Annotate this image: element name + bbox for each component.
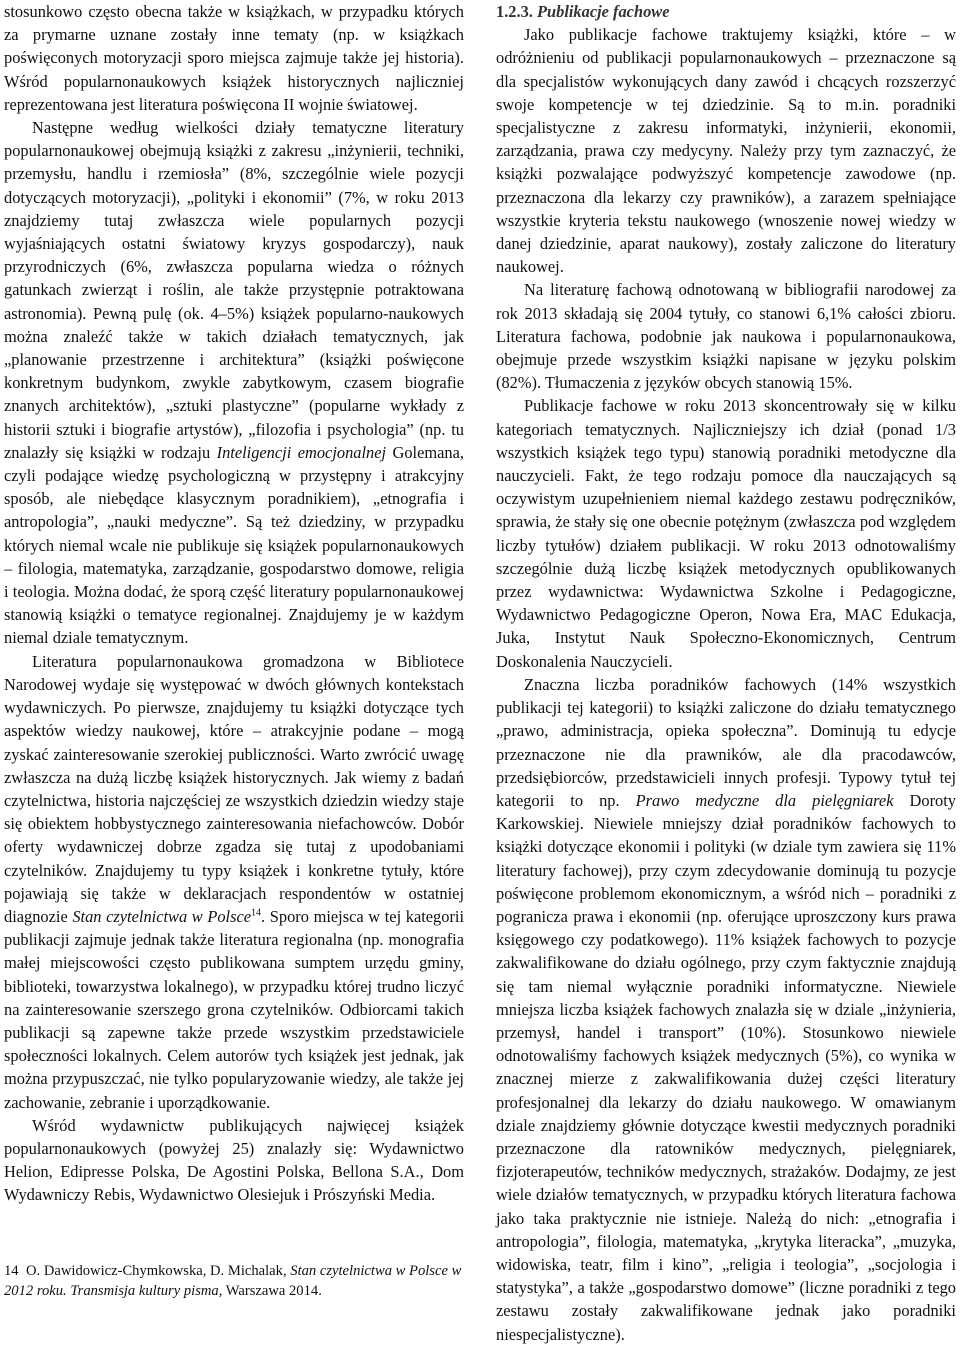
right-column [496,0,956,1346]
text-run: Wśród wydawnictw publikujących najwięcej książek popularnonaukowych (powyżej 25) znalazły się: Wydawnictwo Helion, Edipresse Polska, De Agostini Polska, Bellona S.A., Dom Wydawniczy Rebis, Wydawnictwo Olesiejuk i Prószyński Media. [4,1115,464,1205]
text-run: Następne według wielkości działy tematyczne literatury popularnonaukowej obejmują książki z zakresu „inżynierii, techniki, przemysłu, handlu i rzemiosła” (8%, szczególnie wiele pozycji dotyczących motoryzacji), „polityki i ekonomii” (7%, w roku 2013 znajdziemy tutaj zwłaszcza wiele popularnych pozycji wyjaśniających ostatni światowy kryzys gospodarczy), nauk przyrodniczych (6%, zwłaszcza popularna wiedza o różnych gatunkach zwierząt i roślin, ale także przystępnie potraktowana astronomia). Pewną pulę (ok. 4–5%) książek popularno-naukowych można znaleźć także w takich działach tematycznych, jak „planowanie przestrzenne i architektura” (książki poświęcone konkretnym budynkom, zwykle zabytkowym, czasem biografie znanych architektów), „sztuki plastyczne” (popularne wykłady z historii sztuki i biografie artystów), „filozofia i psychologia” (np. tu znalazły się książki w rodzaju [4,118,464,462]
italic-title: Inteligencji emocjonalnej [216,442,387,462]
text-run: Literatura popularnonaukowa gromadzona w Bibliotece Narodowej wydaje się występować w dwóch głównych kontekstach wydawniczych. Po pierwsze, znajdujemy tu książki dotyczące tych aspektów wiedzy naukowej, które – atrakcyjnie podane – mogą zyskać zainteresowanie szerokiej publiczności. Warto zwrócić uwagę zwłaszcza na dużą liczbę książek historycznych. Jak wiemy z badań czytelnictwa, historia najczęściej ze wszystkich dziedzin wiedzy staje się obiektem hobbystycznego zainteresowania niefachowców. Dobór oferty wydawniczej dobrze zgadza się tutaj z upodobaniami czytelników. Znajdujemy tu typy książek i konkretne tytuły, które pojawiają się także w deklaracjach respondentów w ostatniej diagnozie [4,651,464,926]
text-run: , Warszawa 2014. [218,1282,322,1299]
paragraph [496,23,956,278]
section-number: 1.2.3. [496,2,533,21]
text-run: Znaczna liczba poradników fachowych (14% wszystkich publikacji tej kategorii) to książki zaliczone do działu tematycznego „prawo, administracja, opieka społeczna”. Dominują tu edycje przeznaczone nie dla prawników, ale dla pracodawców, przedsiębiorców, przedstawicieli innych profesji. Typowy tytuł tej kategorii to np. [496,674,956,810]
paragraph [496,278,956,394]
left-column [4,0,464,1207]
text-run: Golemana, czyli podające wiedzę psychologiczną w przystępny i atrakcyjny sposób, ale niebędące klasycznym poradnikiem), „etnografia i antropologia”, „nauki medyczne”. Są też dziedziny, w przypadku których niemal wcale nie publikuje się książek popularnonaukowych – filologia, matematyka, zarządzanie, gospodarstwo domowe, religia i teologia. Można dodać, że sporą część literatury popularnonaukowej stanowią książki o tematyce regionalnej. Znajdujemy je w każdym niemal dziale tematycznym. [4,442,464,648]
text-run: Jako publikacje fachowe traktujemy książki, które – w odróżnieniu od publikacji popularnonaukowych – przeznaczone są dla specjalistów wykonujących dany zawód i chcących rozszerzyć swoje kompetencje w tej dziedzinie. Są to m.in. poradniki specjalistyczne z zakresu informatyki, inżynierii, ekonomii, zarządzania, prawa czy medycyny. Należy przy tym zaznaczyć, że książki pozwalające podwyższyć kompetencje zawodowe (np. przeznaczona dla lekarzy czy prawników), a zarazem spełniające wszystkie kryteria tekstu naukowego (wnoszenie nowej wiedzy w danej dziedzinie, aparat naukowy), zostały zaliczone do literatury naukowej. [496,25,956,277]
text-run: O. Dawidowicz-Chymkowska, D. Michalak, [26,1263,291,1279]
footnote-number: 14 [4,1263,19,1279]
text-run: . Sporo miejsca w tej kategorii publikacji zajmuje jednak także literatura regionalna (np. monografia małej miejscowości często publikowana sumptem urzędu gminy, biblioteki, towarzystwa lokalnego), w przypadku której trudno liczyć na zainteresowanie szerszego grona czytelników. Odbiorcami takich publikacji są zapewne także przede wszystkim przedstawiciele społeczności lokalnych. Celem autorów tych książek jest jednak, jak można przypuszczać, nie tylko popularyzowanie wiedzy, ale także jej zachowanie, zebranie i uporządkowanie. [4,906,465,1112]
paragraph [4,116,464,650]
text-run: Na literaturę fachową odnotowaną w bibliografii narodowej za rok 2013 składają się 2004 tytuły, co stanowi 6,1% całości zbioru. Literatura fachowa, podobnie jak naukowa i popularnonaukowa, obejmuje przede wszystkim książki napisane w języku polskim (82%). Tłumaczenia z języków obcych stanowią 15%. [496,280,956,393]
footnote-text [4,1263,461,1299]
paragraph [4,650,464,1114]
footnote-ref: 14 [251,907,262,919]
italic-title: Prawo medyczne dla pielęgniarek [635,790,894,810]
text-run: Publikacje fachowe w roku 2013 skoncentrowały się w kilku kategoriach tematycznych. Najliczniejszy ich dział (ponad 1/3 wszystkich książek tego typu) stanowią poradniki metodyczne dla nauczycieli. Fakt, że tego rodzaju pomoce dla nauczających są oczywistym uzupełnieniem niemal każdego zestawu podręczników, sprawia, że stały się one obecnie potężnym (zwłaszcza pod względem liczby tytułów) działem publikacji. W roku 2013 odnotowaliśmy szczególnie dużą liczbę książek metodycznych opublikowanych przez wydawnictwa: Wydawnictwa Szkolne i Pedagogiczne, Wydawnictwo Pedagogiczne Operon, Nowa Era, MAC Edukacja, Juka, Instytut Nauk Społeczno-Ekonomicznych, Centrum Doskonalenia Nauczycieli. [496,396,956,671]
section-title: Publikacje fachowe [537,2,670,21]
italic-title: Stan czytelnictwa w Polsce [72,906,252,926]
paragraph [496,673,956,1346]
italic-title: Stan czytelnictwa w Polsce w 2012 roku. Transmisja kultury pisma [4,1263,462,1299]
text-run: Doroty Karkowskiej. Niewiele mniejszy dział poradników fachowych to książki dotyczące ekonomii i polityki (w dziale tym zawiera się 11% literatury fachowej), przy czym zdecydowanie dominują tu pozycje poświęcone problemom ekonomicznym, a wśród nich – poradniki z pogranicza prawa i ekonomii (np. oferujące uproszczony kurs prawa księgowego czy podatkowego). 11% książek fachowych to pozycje zakwalifikowane do działu ogólnego, przy czym faktycznie znajdują się tam niemal wyłącznie poradniki informatyczne. Niewiele mniejsza liczba książek fachowych znalazła się w dziale „inżynieria, przemysł, handel i transport” (10%). Stosunkowo niewiele odnotowaliśmy fachowych książek medycznych (5%), co wynika w znacznej mierze z zakwalifikowania dużej części literatury profesjonalnej dla lekarzy do działu naukowego. W omawianym dziale znajdziemy głównie dotyczące kwestii medycznych poradniki przeznaczone dla ratowników medycznych, pielęgniarek, fizjoterapeutów, techników medycznych, strażaków. Dodajmy, ze jest wiele działów tematycznych, w przypadku których literatura fachowa jako taka praktycznie nie istnieje. Należą do nich: „etnografia i antropologia”, filologia, matematyka, „krytyka literacka”, „muzyka, widowiska, teatr, film i kino”, „religia i teologia”, „socjologia i statystyka”, a także „gospodarstwo domowe” (liczne poradniki z tego zestawu zostały zakwalifikowane jednak jako poradniki niespecjalistyczne). [496,790,956,1344]
paragraph [496,394,956,672]
text-run: stosunkowo często obecna także w książkach, w przypadku których za prymarne uznane zostały inne tematy (np. w książkach poświęconych motoryzacji sporo miejsca zajmuje także jej historia). Wśród popularnonaukowych książek historycznych najliczniej reprezentowana jest literatura poświęcona II wojnie światowej. [4,2,464,114]
right-paragraphs [496,23,956,1346]
footnote [4,1262,464,1301]
paragraph [4,0,464,116]
section-heading [496,0,956,23]
paragraph [4,1114,464,1207]
